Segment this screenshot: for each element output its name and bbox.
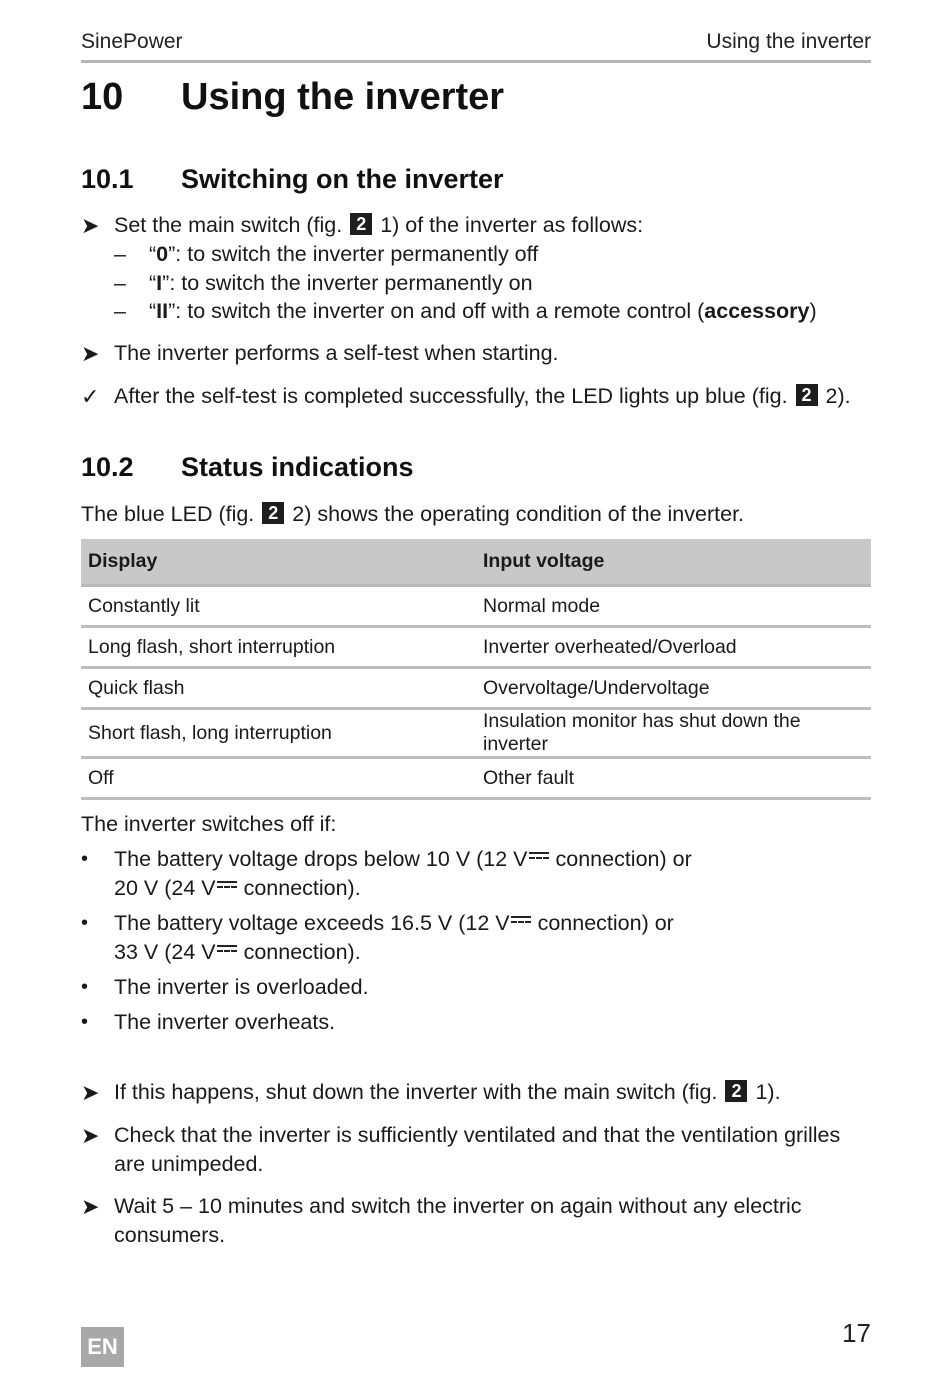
bullet-icon: •: [81, 848, 89, 870]
chapter-title: Using the inverter: [181, 76, 505, 118]
section-title: Status indications: [181, 452, 414, 482]
arrow-icon: ➤: [81, 1080, 100, 1105]
dash-icon: –: [114, 242, 126, 266]
dc-symbol-icon: [511, 916, 531, 926]
section-number: 10.2: [81, 452, 134, 482]
figure-reference-badge: 2: [350, 213, 372, 235]
arrow-icon: ➤: [81, 213, 100, 238]
switch-option-off: – “0”: to switch the inverter permanently off: [114, 240, 871, 269]
instruction-step-shut-down: ➤ If this happens, shut down the inverter with the main switch (fig. 2 1).: [81, 1080, 781, 1105]
table-row: [81, 758, 871, 799]
section-heading-status: [81, 452, 414, 483]
table-cell: Inverter overheated/Overload: [476, 627, 871, 668]
checkmark-icon: ✓: [81, 384, 100, 409]
condition-overvoltage: • The battery voltage exceeds 16.5 V (12 V connection) or 33 V (24 V connection).: [81, 911, 674, 964]
section-heading-switching-on: [81, 164, 504, 195]
dc-symbol-icon: [217, 881, 237, 891]
arrow-icon: ➤: [81, 1194, 100, 1219]
bullet-icon: •: [81, 976, 89, 998]
instruction-step-main-switch: ➤ Set the main switch (fig. 2 1) of the inverter as follows:: [81, 213, 644, 238]
chapter-number: 10: [81, 76, 124, 118]
table-cell: Quick flash: [81, 668, 476, 709]
table-cell: Other fault: [476, 758, 871, 799]
table-cell: Off: [81, 758, 476, 799]
figure-reference-badge: 2: [725, 1080, 747, 1102]
dash-icon: –: [114, 271, 126, 295]
table-header-row: [81, 539, 871, 586]
chapter-heading: [81, 76, 504, 119]
switch-position-label: I: [156, 271, 163, 295]
dc-symbol-icon: [217, 945, 237, 955]
status-intro-paragraph: The blue LED (fig. 2 2) shows the operating condition of the inverter.: [81, 502, 745, 526]
table-cell: Constantly lit: [81, 586, 476, 627]
arrow-icon: ➤: [81, 1123, 100, 1148]
result-led-blue: ✓ After the self-test is completed successfully, the LED lights up blue (fig. 2 2).: [81, 384, 851, 409]
figure-reference-badge: 2: [262, 502, 284, 524]
bullet-icon: •: [81, 1011, 89, 1033]
running-header-product: SinePower: [81, 30, 183, 53]
table-cell: Insulation monitor has shut down the inverter: [476, 709, 871, 758]
table-row: [81, 709, 871, 758]
arrow-icon: ➤: [81, 341, 100, 366]
column-header-display: Display: [81, 539, 476, 586]
condition-overloaded: • The inverter is overloaded.: [81, 973, 871, 1002]
switch-option-on: – “I”: to switch the inverter permanently on: [114, 269, 871, 298]
switch-position-label: 0: [156, 242, 169, 266]
figure-reference-badge: 2: [796, 384, 818, 406]
table-cell: Short flash, long interruption: [81, 709, 476, 758]
dc-symbol-icon: [529, 852, 549, 862]
table-row: [81, 586, 871, 627]
dash-icon: –: [114, 299, 126, 323]
column-header-input-voltage: Input voltage: [476, 539, 871, 586]
condition-overheats: • The inverter overheats.: [81, 1008, 871, 1037]
accessory-term: accessory: [704, 299, 810, 323]
instruction-step-ventilation: ➤ Check that the inverter is sufficiently ventilated and that the ventilation grilles are unimpeded.: [81, 1123, 841, 1176]
instruction-step-self-test: ➤ The inverter performs a self-test when starting.: [81, 341, 559, 366]
page-number: 17: [842, 1318, 871, 1348]
table-cell: Normal mode: [476, 586, 871, 627]
language-badge: EN: [81, 1327, 124, 1367]
section-number: 10.1: [81, 164, 134, 194]
switch-off-intro: The inverter switches off if:: [81, 812, 337, 836]
section-title: Switching on the inverter: [181, 164, 504, 194]
switch-option-remote: – “II”: to switch the inverter on and off with a remote control (accessory): [114, 297, 871, 326]
table-cell: Overvoltage/Undervoltage: [476, 668, 871, 709]
switch-position-label: II: [156, 299, 169, 323]
instruction-step-wait-restart: ➤ Wait 5 – 10 minutes and switch the inverter on again without any electric consumers.: [81, 1194, 802, 1247]
table-cell: Long flash, short interruption: [81, 627, 476, 668]
status-table: [81, 539, 871, 800]
header-divider: [81, 60, 871, 63]
running-header-chapter: Using the inverter: [706, 30, 871, 53]
table-row: [81, 627, 871, 668]
table-row: [81, 668, 871, 709]
condition-undervoltage: • The battery voltage drops below 10 V (12 V connection) or 20 V (24 V connection).: [81, 847, 692, 900]
bullet-icon: •: [81, 912, 89, 934]
